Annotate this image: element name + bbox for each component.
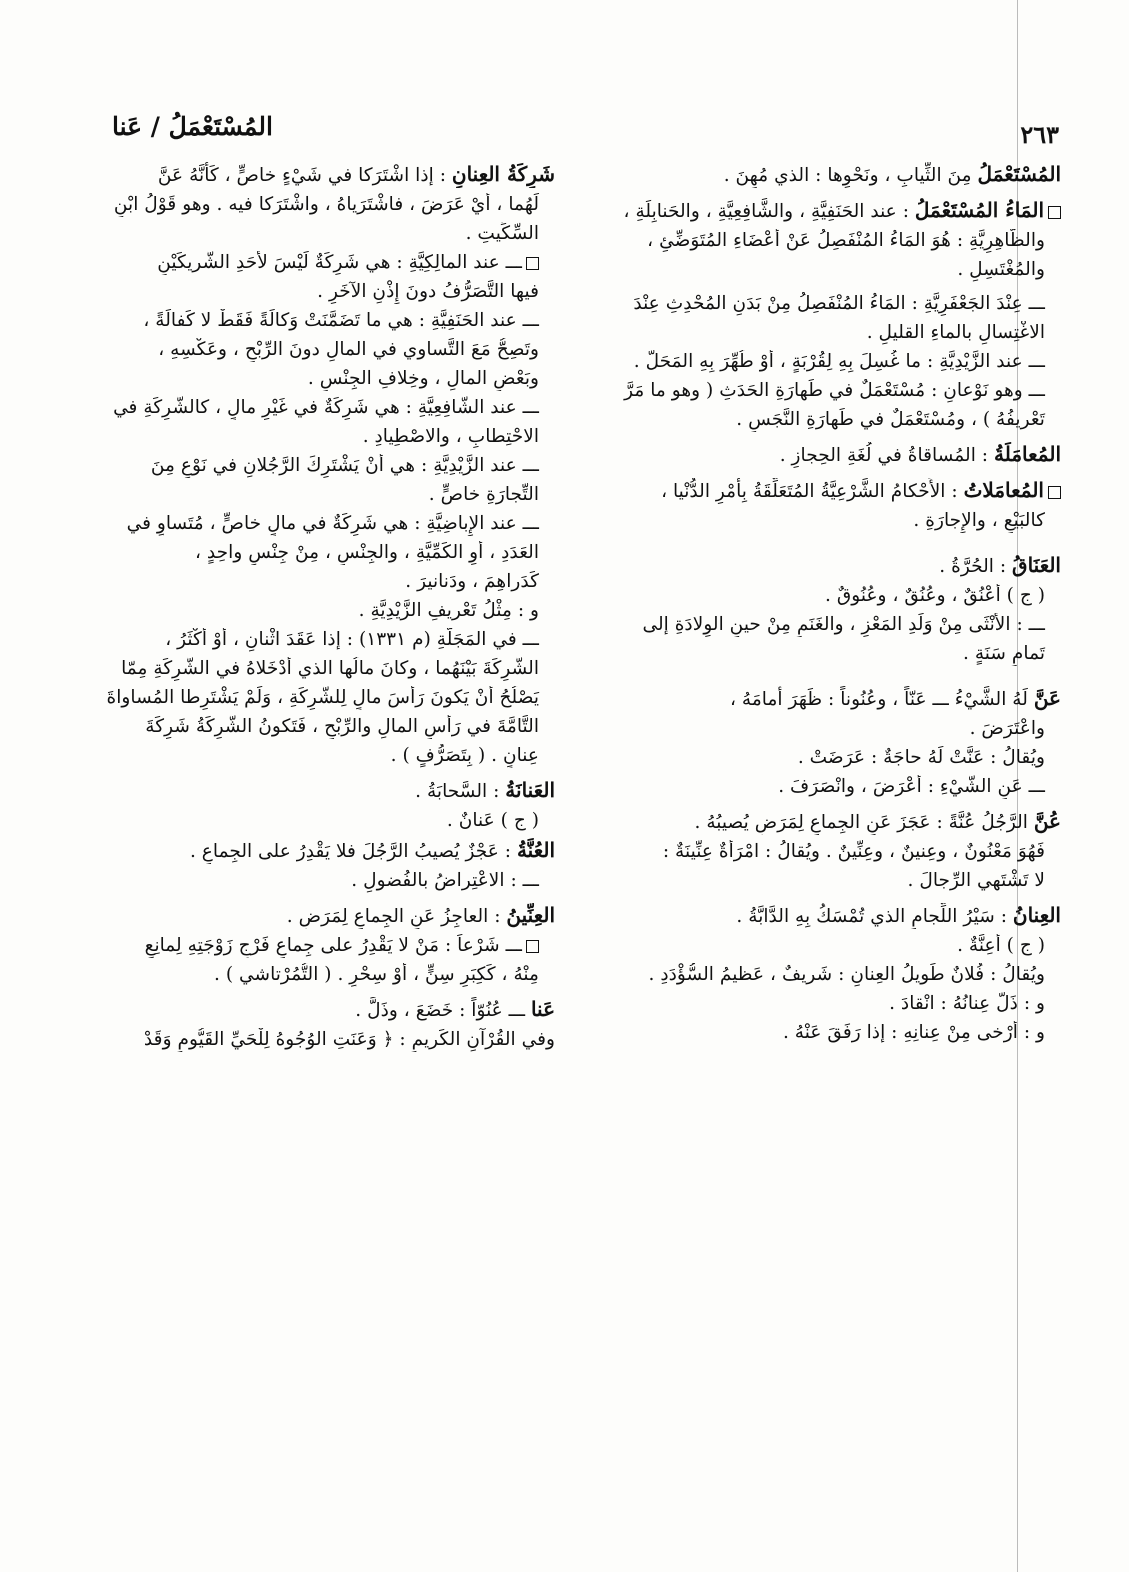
definition-text: ( ج ) أَعِنَّةٌ . [957,935,1045,956]
entry-line [593,229,1061,253]
entry-line [593,613,1061,637]
entry-line [593,292,1061,316]
definition-text: وفي القُرْآنِ الكَريمِ : ﴿ وَعَنَتِ الوُجُوهُ لِلْحَيِّ القَيُّومِ وَقَدْ [143,1029,555,1050]
definition-text: ويُقالُ : فُلانٌ طَويلُ العِنانِ : شَريفٌ ، عَظيمُ السُّؤْدَدِ . [648,964,1045,985]
definition-text: ـــ عند الزَّيْدِيَّةِ : ما غُسِلَ بِهِ لِقُرْبَةٍ ، أَوْ طُهِّرَ بِهِ المَحَلُّ . [633,351,1045,372]
entry-line [593,642,1061,666]
square-marker-icon [1048,486,1061,499]
definition-text: كَدَراهِمَ ، ودَنانيرَ . [405,571,539,592]
definition-text: : إذا اشْتَرَكا في شَيْءٍ خاصٍّ ، كَأَنَّهُ عَنَّ [157,165,452,186]
definition-text: ـــ عند الزَّيْدِيَّةِ : هي أَنْ يَشْتَرِكَ الرَّجُلانِ في نَوْعٍ مِنَ [150,455,539,476]
definition-text: ـــ : الاعْتِراضُ بالفُضولِ . [351,870,539,891]
definition-text: العَدَدِ ، أَوِ الكَمِّيَّةِ ، والجِنْسِ ، مِنْ جِنْسٍ واحِدٍ ، [195,542,539,563]
entry-line [593,198,1061,224]
entry-line [107,483,555,507]
entry-line [107,396,555,420]
headword: عَنا [530,997,555,1021]
entry-line [593,992,1061,1016]
definition-text: تَعْريفُهُ ) ، ومُسْتَعْمَلٌ في طَهارَةِ النَّجَسِ . [736,409,1045,430]
entry-line [107,997,555,1023]
page-number: ٢٦٣ [1020,120,1059,149]
entry-line [107,280,555,304]
entry-line [593,809,1061,835]
definition-text: عِنانٍ . ( بِتَصَرُّفٍ ) . [390,745,539,766]
entry-line [593,686,1061,712]
definition-text: التَّامَّةَ في رَأْسِ المالِ والرِّبْحِ ، فَتَكونُ الشَّرِكَةُ شَرِكَةَ [145,716,539,737]
definition-text: و : مِثْلُ تَعْريفِ الزَّيْدِيَّةِ . [358,600,539,621]
headword: شَرِكَةُ العِنانِ [451,162,555,186]
definition-text: ـــ في المَجَلَّةِ (م ١٣٣١) : إذا عَقَدَ اثْنانِ ، أَوْ أَكْثَرُ ، [165,629,539,650]
entry-line [107,541,555,565]
definition-text: لَهُ الشَّيْءُ ـــ عَنّاً ، وعُنُوناً : ظَهَرَ أَمامَهُ ، [729,689,1034,710]
definition-text: يَصْلُحُ أَنْ يَكونَ رَأْسَ مالٍ لِلشَّرِكَةِ ، وَلَمْ يَشْتَرِطا المُساواةَ [107,687,539,708]
entry-line [593,717,1061,741]
entry-line [107,778,555,804]
headword: العِنانُ [1012,903,1061,927]
entry-line [107,628,555,652]
definition-text: تَمامِ سَنَةٍ . [963,643,1045,664]
entry-line [593,321,1061,345]
entry-line [107,162,555,188]
entry-line [107,454,555,478]
entry-line [593,553,1061,579]
definition-text: والظَّاهِرِيَّةِ : هُوَ المَاءُ المُنْفَصِلُ عَنْ أَعْضَاءِ المُتَوَضِّئِ ، [647,230,1045,251]
headword: عَنَّ [1033,686,1061,710]
definition-text: ويُقالُ : عَنَّتْ لَهُ حاجَةٌ : عَرَضَتْ . [797,747,1045,768]
definition-text: الرَّجُلُ عُنَّةً : عَجَزَ عَنِ الجِماعِ لِمَرَضٍ يُصيبُهُ . [694,812,1034,833]
definition-text: و : أَرْخى مِنْ عِنانِهِ : إذا رَفَقَ عَنْهُ . [782,1022,1045,1043]
entry-line [107,367,555,391]
definition-text: وبَعْضِ المالِ ، وخِلافِ الجِنْسِ . [307,368,539,389]
entry-line [593,509,1061,533]
square-marker-icon [526,940,539,953]
definition-text: ـــ عند الشَّافِعِيَّةِ : هي شَرِكَةٌ في غَيْرِ مالٍ ، كالشَّرِكَةِ في [113,397,539,418]
definition-text: : عَجْزٌ يُصيبُ الرَّجُلَ فلا يَقْدِرُ على الجِماعِ . [189,841,517,862]
headword: العَنانَةُ [505,778,555,802]
entry-line [107,570,555,594]
definition-text: و : ذَلَّ عِنانُهُ : انْقادَ . [889,993,1045,1014]
entry-line [593,1021,1061,1045]
definition-text: : عند الحَنَفِيَّةِ ، والشَّافِعِيَّةِ ، والحَنابِلَةِ ، [623,201,915,222]
entry-line [593,258,1061,282]
entry-line [107,251,555,275]
entry-line [107,686,555,710]
definition-text: فَهُوَ مَعْنُونٌ ، وعِنينٌ ، وعِنِّينٌ . ويُقالُ : امْرَأَةٌ عِنِّينَةٌ : [662,841,1045,862]
definition-text: واعْتَرَضَ . [969,718,1045,739]
headword: المَاءُ المُسْتَعْمَلُ [914,198,1044,222]
entry-line [593,746,1061,770]
definition-text: ـــ عُنُوّاً : خَضَعَ ، وذَلَّ . [355,1000,531,1021]
square-marker-icon [526,257,539,270]
definition-text: ـــ شَرْعاً : مَنْ لا يَقْدِرُ على جِماعِ فَرْجِ زَوْجَتِهِ لِمانِعٍ [144,935,522,956]
definition-text: لَهُما ، أَيْ عَرَضَ ، فاشْتَرَياهُ ، واشْتَرَكا فيه . وهو قَوْلُ ابْنِ [113,194,539,215]
entry-line [593,775,1061,799]
definition-text: ( ج ) أَعْنُقٌ ، وعُنُقٌ ، وعُنُوقٌ . [825,585,1045,606]
definition-text: : العاجِزُ عَنِ الجِماعِ لِمَرَضٍ . [286,906,507,927]
definition-text: : الحُرَّةُ . [939,556,1013,577]
headword: العِنِّينُ [506,903,555,927]
entry-line [593,584,1061,608]
entry-line [107,869,555,893]
definition-text: السِّكِّيتِ . [465,223,539,244]
entry-line [107,963,555,987]
definition-text: ـــ وهو نَوْعانِ : مُسْتَعْمَلٌ في طَهارَةِ الحَدَثِ ( وهو ما مَرَّ [624,380,1045,401]
entry-line [593,350,1061,374]
definition-text: : سَيْرُ اللِّجامِ الذي تُمْسَكُ بِهِ الدَّابَّةُ . [736,906,1013,927]
entry-line [593,869,1061,893]
entry-line [107,1028,555,1052]
definition-text: : المُساقاةُ في لُغَةِ الحِجازِ . [779,445,994,466]
definition-text: ـــ عَنِ الشَّيْءِ : أَعْرَضَ ، وانْصَرَفَ . [778,776,1045,797]
headword: المُسْتَعْمَلُ [977,162,1061,186]
entry-line [107,512,555,536]
entry-line [107,193,555,217]
definition-text: ـــ عند الحَنَفِيَّةِ : هي ما تَضَمَّنَتْ وَكالَةً فَقَطْ لا كَفالَةً ، [143,310,539,331]
definition-text: الاحْتِطابِ ، والاصْطِيادِ . [362,426,539,447]
definition-text: والمُغْتَسِلِ . [957,259,1045,280]
headword: عُنَّ [1033,809,1061,833]
definition-text: الشَّرِكَةَ بَيْنَهُما ، وكانَ مالُها الذي أَدْخَلاهُ في الشَّرِكَةِ مِمّا [121,658,539,679]
right-column [593,162,1061,1050]
entry-line [107,744,555,768]
entry-line [107,599,555,623]
definition-text: : السَّحابَةُ . [415,781,506,802]
entry-line [593,408,1061,432]
entry-line [107,425,555,449]
definition-text: ـــ عِنْدَ الجَعْفَرِيَّةِ : المَاءُ المُنْفَصِلُ مِنْ بَدَنِ المُحْدِثِ عِنْدَ [633,293,1045,314]
definition-text: كالبَيْعِ ، والإِجارَةِ . [913,510,1045,531]
entry-line [107,903,555,929]
definition-text: ـــ عند المالِكِيَّةِ : هي شَرِكَةٌ لَيْسَ لأَحَدِ الشَّريكَيْنِ [157,252,522,273]
headword: العُنَّةُ [516,838,555,862]
entry-line [107,309,555,333]
definition-text: فيها التَّصَرُّفُ دونَ إِذْنِ الآخَرِ . [317,281,539,302]
entry-line [107,934,555,958]
entry-line [107,809,555,833]
definition-text: مِنْهُ ، كَكِبَرِ سِنٍّ ، أَوْ سِحْرٍ . ( التُّمُرْتاشي ) . [214,964,539,985]
headword: المُعامَلَةُ [993,442,1061,466]
entry-line [107,657,555,681]
definition-text: التِّجارَةِ خاصٍّ . [428,484,539,505]
entry-line [107,715,555,739]
definition-text: : الأَحْكامُ الشَّرْعِيَّةُ المُتَعَلِّقَةُ بِأَمْرِ الدُّنْيا ، [661,481,964,502]
definition-text: ـــ عند الإِباضِيَّةِ : هي شَرِكَةٌ في مالٍ خاصٍّ ، مُتَساوٍ في [126,513,539,534]
definition-text: ـــ : الأُنْثَى مِنْ وَلَدِ المَعْزِ ، والغَنَمِ مِنْ حينِ الوِلادَةِ إلى [642,614,1045,635]
definition-text: مِنَ الثِّيابِ ، ونَحْوِها : الذي مُهِنَ . [723,165,978,186]
entry-line [593,840,1061,864]
definition-text: وتَصِحُّ مَعَ التَّساوي في المالِ دونَ الرِّبْحِ ، وعَكْسِهِ ، [158,339,539,360]
definition-text: لا تَشْتَهي الرِّجالَ . [907,870,1045,891]
headword: العَنَاقُ [1012,553,1061,577]
entry-line [593,963,1061,987]
left-column [107,162,555,1057]
entry-line [593,162,1061,188]
entry-line [593,934,1061,958]
entry-line [593,478,1061,504]
headword: المُعامَلاتُ [963,478,1044,502]
definition-text: الاغْتِسالِ بالماءِ القليلِ . [866,322,1045,343]
definition-text: ( ج ) عَنانٌ . [446,810,539,831]
entry-line [593,379,1061,403]
entry-line [593,903,1061,929]
entry-line [107,222,555,246]
entry-line [107,338,555,362]
entry-line [107,838,555,864]
entry-line [593,442,1061,468]
square-marker-icon [1048,206,1061,219]
running-title: المُسْتَعْمَلُ / عَنا [112,112,273,141]
